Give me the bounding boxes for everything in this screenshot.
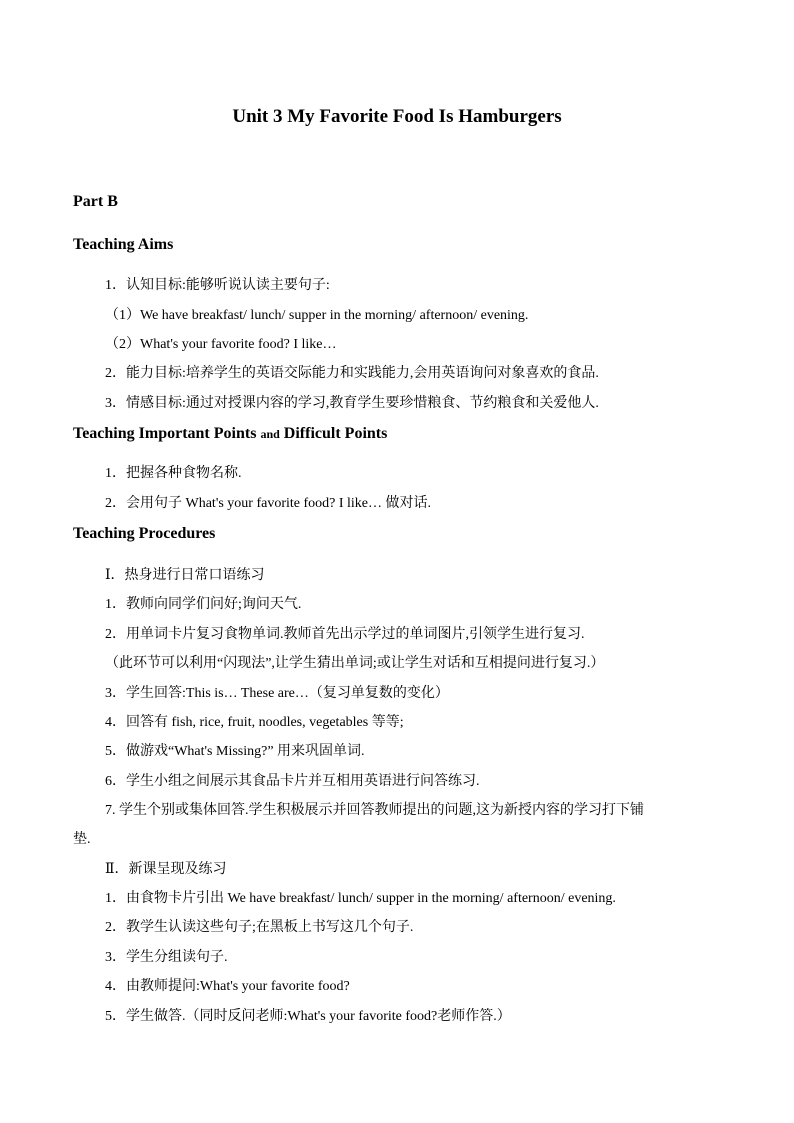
procedure-item: 4．回答有 fish, rice, fruit, noodles, vegetables 等等; bbox=[105, 715, 404, 730]
procedure-item: 3．学生分组读句子. bbox=[105, 950, 228, 965]
aims-heading: Teaching Aims bbox=[73, 236, 174, 253]
procedure-item: 5．做游戏“What's Missing?” 用来巩固单词. bbox=[105, 744, 365, 759]
points-heading bbox=[73, 425, 387, 443]
points-heading-and: and bbox=[260, 427, 280, 441]
procedure-item: 2．用单词卡片复习食物单词.教师首先出示学过的单词图片,引领学生进行复习. bbox=[105, 627, 585, 642]
points-item: 2．会用句子 What's your favorite food? I like… 做对话. bbox=[105, 496, 432, 511]
section-heading: Ⅱ．新课呈现及练习 bbox=[105, 862, 227, 877]
aims-item: 1．认知目标:能够听说认读主要句子: bbox=[105, 278, 330, 293]
part-heading: Part B bbox=[73, 193, 118, 210]
procedure-item: 5．学生做答.（同时反问老师:What's your favorite food?老师作答.） bbox=[105, 1009, 511, 1024]
points-heading-part-b: Difficult Points bbox=[283, 425, 388, 442]
procedure-item: （此环节可以利用“闪现法”,让学生猜出单词;或让学生对话和互相提问进行复习.） bbox=[105, 656, 605, 671]
procedure-item: 3．学生回答:This is… These are…（复习单复数的变化） bbox=[105, 686, 449, 701]
procedure-item: 1．由食物卡片引出 We have breakfast/ lunch/ supper in the morning/ afternoon/ evening. bbox=[105, 891, 616, 906]
procedure-item: 7. 学生个别或集体回答.学生积极展示并回答教师提出的问题,这为新授内容的学习打下铺 bbox=[105, 803, 644, 818]
procedure-item: 1．教师向同学们问好;询问天气. bbox=[105, 597, 302, 612]
aims-item: （1）We have breakfast/ lunch/ supper in the morning/ afternoon/ evening. bbox=[105, 308, 529, 323]
procedure-item: 6．学生小组之间展示其食品卡片并互相用英语进行问答练习. bbox=[105, 774, 480, 789]
procedure-item-continuation: 垫. bbox=[73, 832, 91, 847]
aims-item: 3．情感目标:通过对授课内容的学习,教育学生要珍惜粮食、节约粮食和关爱他人. bbox=[105, 396, 599, 411]
aims-item: （2）What's your favorite food? I like… bbox=[105, 337, 337, 352]
points-item: 1．把握各种食物名称. bbox=[105, 466, 242, 481]
aims-item: 2．能力目标:培养学生的英语交际能力和实践能力,会用英语询问对象喜欢的食品. bbox=[105, 366, 599, 381]
points-heading-part-a: Teaching Important Points bbox=[73, 425, 257, 442]
procedure-item: 2．教学生认读这些句子;在黑板上书写这几个句子. bbox=[105, 920, 414, 935]
section-heading: Ⅰ．热身进行日常口语练习 bbox=[105, 568, 265, 583]
document-title: Unit 3 My Favorite Food Is Hamburgers bbox=[232, 106, 562, 127]
procedures-heading: Teaching Procedures bbox=[73, 525, 216, 542]
procedure-item: 4．由教师提问:What's your favorite food? bbox=[105, 979, 350, 994]
